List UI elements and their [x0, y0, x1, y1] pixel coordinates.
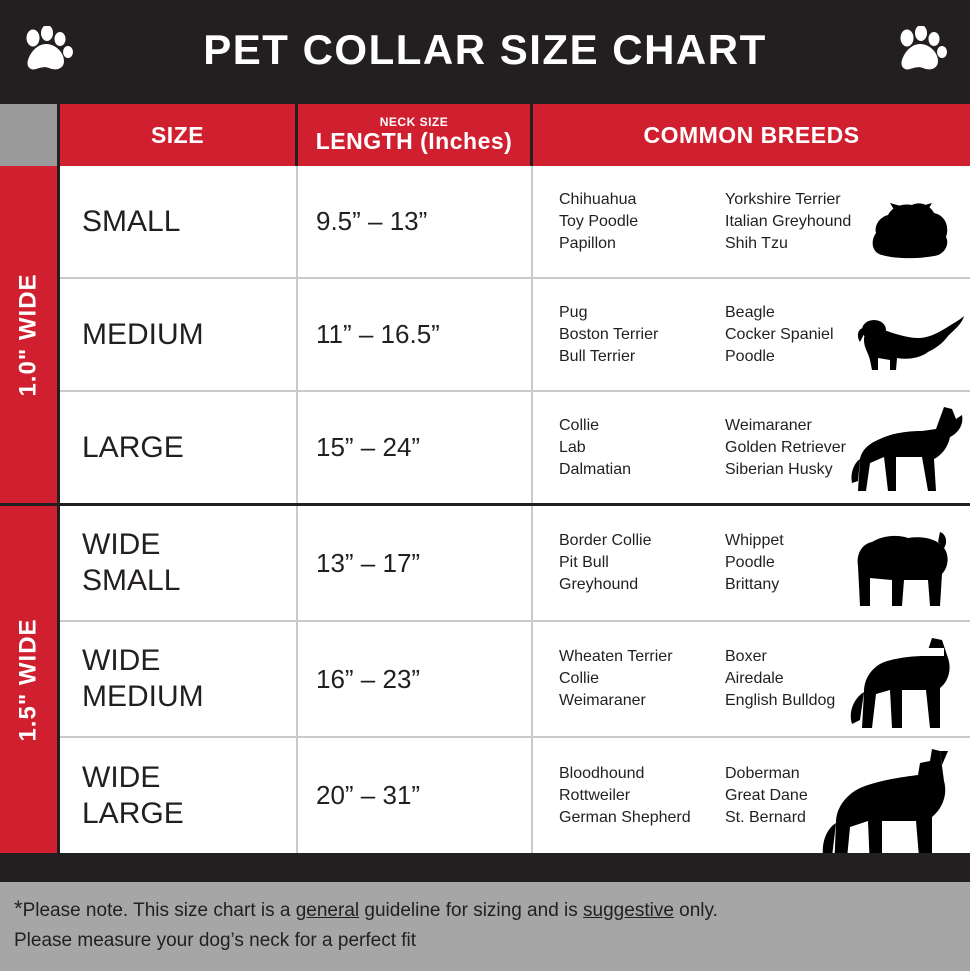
breed-item: Weimaraner	[559, 692, 646, 709]
breed-item: Boxer	[725, 648, 767, 665]
row-size	[60, 738, 298, 853]
row-size	[60, 622, 298, 736]
breed-item: Papillon	[559, 234, 616, 252]
breed-item: Great Dane	[725, 786, 808, 804]
breed-item: Golden Retriever	[725, 438, 846, 456]
band-label-1-0-wide-text: 1.0" WIDE	[14, 272, 42, 397]
row-breeds	[533, 279, 970, 390]
breed-item: Cocker Spaniel	[725, 325, 834, 343]
breed-item: Beagle	[725, 303, 775, 321]
row-length	[298, 506, 533, 620]
row-size-label: SMALL	[82, 204, 181, 238]
row-breeds	[533, 738, 970, 853]
breed-list-right	[725, 415, 865, 481]
breed-item: German Shepherd	[559, 808, 691, 826]
table-row	[60, 738, 970, 856]
table-row	[60, 392, 970, 506]
row-length-label: 13” – 17”	[316, 547, 421, 578]
breed-list-right	[725, 302, 865, 368]
row-breeds	[533, 506, 970, 620]
row-size-label: MEDIUM	[82, 317, 204, 351]
breed-item: Lab	[559, 438, 586, 456]
paw-print-icon	[896, 26, 948, 74]
beagle-dog-silhouette	[856, 306, 966, 378]
band-label-1-5-wide-text: 1.5" WIDE	[14, 617, 42, 742]
column-header-size	[60, 104, 298, 166]
breed-item: Shih Tzu	[725, 234, 788, 252]
column-header-breeds	[533, 104, 970, 166]
row-length-label: 9.5” – 13”	[316, 206, 428, 236]
row-size-label: LARGE	[82, 430, 184, 464]
size-table	[0, 104, 970, 856]
boxer-dog-silhouette	[846, 628, 966, 736]
footer-text-3: only.	[673, 900, 718, 921]
row-length-label: 20” – 31”	[316, 780, 421, 810]
row-breeds	[533, 166, 970, 277]
footer-note	[0, 882, 970, 971]
footer-underline-general: general	[295, 900, 360, 921]
bulldog-silhouette	[852, 528, 956, 618]
footer-text-1: Please note. This size chart is a	[22, 900, 296, 921]
row-length-label: 15” – 24”	[316, 432, 421, 462]
breed-list-left	[559, 189, 699, 255]
shepherd-dog-silhouette	[848, 403, 966, 499]
table-row	[60, 506, 970, 622]
breed-list-right	[725, 189, 865, 255]
row-breeds	[533, 392, 970, 503]
row-length	[298, 279, 533, 390]
row-size	[60, 279, 298, 390]
row-length	[298, 738, 533, 853]
breed-item: Italian Greyhound	[725, 212, 852, 230]
breed-item: Collie	[559, 670, 600, 687]
row-size-label-line2: LARGE	[82, 796, 184, 830]
row-size-label: WIDE	[82, 760, 161, 794]
breed-item: St. Bernard	[725, 808, 806, 826]
row-size	[60, 392, 298, 503]
breed-list-left	[559, 646, 699, 712]
row-size	[60, 506, 298, 620]
breed-item: Yorkshire Terrier	[725, 190, 841, 208]
footer-line-2: Please measure your dog’s neck for a perfect fit	[14, 930, 417, 951]
row-size-label-group	[82, 643, 204, 715]
row-size-label-line2: MEDIUM	[82, 680, 204, 713]
column-header-length-label: LENGTH (Inches)	[315, 127, 513, 154]
breed-item: Boston Terrier	[559, 325, 659, 343]
row-length	[298, 392, 533, 503]
breed-item: Bull Terrier	[559, 347, 636, 365]
row-size-label-group	[82, 527, 180, 599]
breed-list-left	[559, 530, 699, 596]
page-title: PET COLLAR SIZE CHART	[203, 26, 767, 73]
footer-asterisk: *	[14, 896, 23, 921]
breed-item: Brittany	[725, 576, 780, 593]
breed-item: Chihuahua	[559, 190, 637, 208]
column-header-size-label: SIZE	[150, 121, 205, 148]
band-1-5-wide-rows	[60, 506, 970, 856]
breed-item: Poodle	[725, 554, 775, 571]
table-row	[60, 622, 970, 738]
breed-item: Airedale	[725, 670, 784, 687]
table-row	[60, 166, 970, 279]
paw-print-icon	[22, 26, 74, 74]
breed-item: Doberman	[725, 764, 800, 782]
row-length-label: 11” – 16.5”	[316, 319, 440, 349]
row-size	[60, 166, 298, 277]
breed-item: Pit Bull	[559, 554, 609, 571]
row-length-label: 16” – 23”	[316, 663, 421, 694]
breed-list-left	[559, 763, 699, 829]
row-size-label-line2: SMALL	[82, 564, 181, 597]
great-dane-silhouette	[820, 743, 970, 853]
breed-item: English Bulldog	[725, 692, 836, 709]
breed-item: Greyhound	[559, 576, 639, 593]
breed-item: Bloodhound	[559, 764, 645, 782]
column-header-breeds-label: COMMON BREEDS	[643, 121, 860, 148]
table-row	[60, 279, 970, 392]
column-header-length	[298, 104, 533, 166]
breed-item: Pug	[559, 303, 588, 321]
breed-list-right	[725, 530, 865, 596]
row-size-label-group	[82, 760, 184, 832]
breed-item: Weimaraner	[725, 416, 812, 434]
breed-item: Border Collie	[559, 532, 652, 549]
breed-item: Dalmatian	[559, 460, 632, 478]
footer-line-1	[14, 894, 956, 926]
breed-item: Toy Poodle	[559, 212, 639, 230]
row-breeds	[533, 622, 970, 736]
breed-item: Rottweiler	[559, 786, 631, 804]
pomeranian-dog-silhouette	[868, 199, 954, 263]
band-1-5-wide	[0, 506, 970, 856]
row-size-label: WIDE	[82, 644, 161, 677]
band-1-0-wide-rows	[60, 166, 970, 506]
header-blank-cell	[0, 104, 60, 166]
row-length	[298, 166, 533, 277]
breed-item: Whippet	[725, 532, 784, 549]
breed-list-right	[725, 646, 865, 712]
breed-item: Siberian Husky	[725, 460, 833, 478]
breed-item: Collie	[559, 416, 600, 434]
footer-underline-suggestive: suggestive	[583, 900, 674, 921]
footer-text-2: guideline for sizing and is	[359, 900, 584, 921]
row-length	[298, 622, 533, 736]
chart-header	[0, 0, 970, 100]
band-1-0-wide	[0, 166, 970, 506]
column-header-length-sub: NECK SIZE	[379, 114, 449, 129]
breed-item: Wheaten Terrier	[559, 648, 673, 665]
band-label-1-0-wide	[0, 166, 60, 506]
row-size-label: WIDE	[82, 528, 161, 561]
breed-list-left	[559, 302, 699, 368]
breed-list-left	[559, 415, 699, 481]
band-label-1-5-wide	[0, 506, 60, 856]
breed-item: Poodle	[725, 347, 775, 365]
table-header-row	[0, 104, 970, 166]
